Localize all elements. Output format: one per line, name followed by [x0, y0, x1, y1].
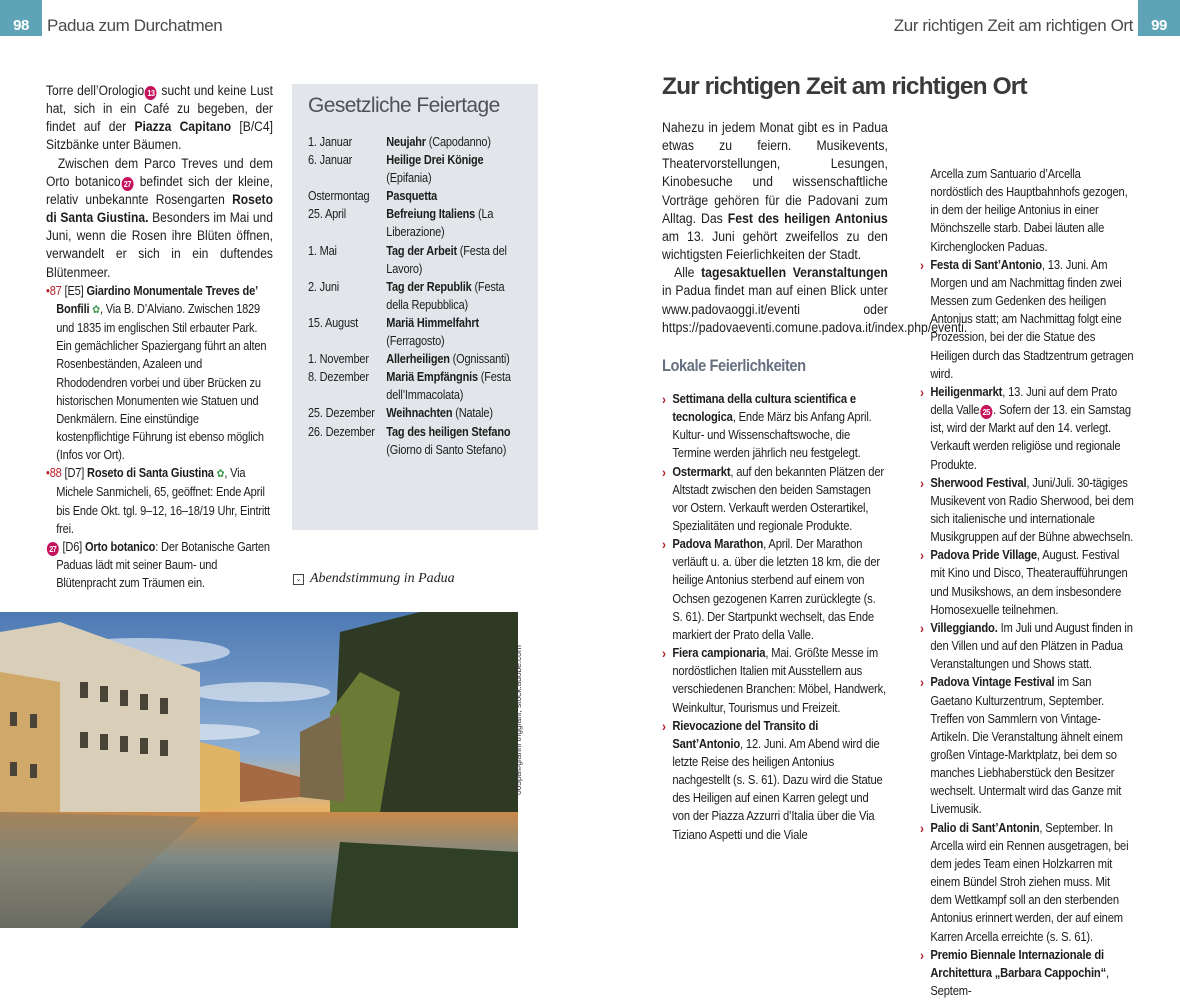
holiday-name: Tag des heiligen Stefano	[386, 424, 511, 439]
holiday-date: 15. August	[308, 315, 359, 330]
paragraph	[46, 155, 273, 282]
text: [D6]	[59, 538, 85, 554]
bold-text: Fiera campionaria	[672, 645, 766, 661]
page-number-left	[0, 0, 42, 36]
bold-text: Orto botanico	[84, 538, 156, 554]
text: , Via B. D’Alviano. Zwischen 1829 und 1835 im englischen Stil erbauter Park. Ein gemächlicher Spaziergang führt an alten Rosenbeständen, Azaleen und Rhododendren vorbei und über Brücken zu historischen Monumenten wie Statuen und Denkmälern. Eine einstündige kostenpflichtige Führung ist ebenso möglich (Infos vor Ort).	[56, 300, 267, 463]
holiday-desc	[386, 368, 522, 404]
holiday-date: Ostermontag	[308, 189, 370, 204]
text: , April. Der Marathon verläuft u. a. über die letzten 18 km, die der heilige Antonius sterbend auf einem von Ochsen gezogenen Karren zurücklegte (s. S. 61). Der Startpunkt wechselt, das Ende markiert der Prato della Valle.	[672, 536, 880, 642]
bold-text: Padova Marathon	[672, 536, 764, 552]
holiday-desc	[386, 205, 522, 241]
poi-entry	[46, 538, 273, 592]
holiday-name: Weihnachten	[386, 406, 453, 421]
left-text-column	[46, 82, 273, 592]
event-item	[920, 546, 1134, 619]
chevron-right-icon: ›	[662, 536, 666, 553]
running-head-right: Zur richtigen Zeit am richtigen Ort	[893, 16, 1133, 35]
chevron-right-icon: ›	[920, 474, 924, 491]
bold-text: Padova Vintage Festival	[930, 674, 1055, 690]
text: , 12. Juni. Am Abend wird die letzte Reise des heiligen Antonius nachgestellt (s. S. 61). Dazu wird die Statue des Heiligen auf einen Karren gelegt und von der Piazza Azzurri d’Italia über die Via Tiziano Aspetti und die Viale	[672, 735, 883, 842]
page-number: 98	[13, 17, 29, 34]
page-number-right	[1138, 0, 1180, 36]
text: sucht und keine Lust hat, sich in ein Café zu begeben, der findet auf der	[46, 83, 273, 136]
holiday-name: Mariä Empfängnis	[386, 370, 478, 385]
event-item	[662, 717, 888, 844]
poi-entry	[46, 282, 273, 465]
holiday-italian-name: (Festa dell’Immacolata)	[386, 370, 511, 403]
event-item	[920, 474, 1134, 547]
right-column-2	[920, 165, 1134, 1000]
holiday-row	[308, 350, 522, 368]
photo-credit: 065pa©gianni triggiani, stock.adobe.com	[513, 645, 523, 795]
holiday-row	[308, 404, 522, 422]
event-item	[920, 819, 1134, 946]
holiday-desc	[386, 404, 493, 422]
bold-text: Ostermarkt	[672, 463, 731, 479]
bold-text: Heiligenmarkt	[930, 383, 1003, 399]
holiday-italian-name: (La Liberazione)	[386, 207, 494, 240]
bold-text: Rievocazione del Transito di Sant’Antonio	[672, 717, 819, 751]
holiday-desc	[386, 350, 509, 368]
text: , 13. Juni auf dem Prato della Valle	[930, 383, 1118, 418]
event-item	[920, 256, 1134, 383]
bold-text: Padova Pride Village	[930, 547, 1037, 563]
holidays-title: Gesetzliche Feiertage	[308, 94, 500, 117]
holiday-name: Heilige Drei Könige	[386, 153, 484, 168]
text: , auf den bekannten Plätzen der Altstadt zwischen den beiden Samstagen vor Ostern. Verkauft werden Osterartikel, Spezialitäten und regionale Produkte.	[672, 463, 884, 533]
holiday-name: Allerheiligen	[386, 352, 450, 367]
holiday-name: Neujahr	[386, 135, 426, 149]
bold-text: Roseto di Santa Giustina	[87, 465, 214, 481]
bold-text: Festa di Sant’Antonio	[930, 256, 1042, 272]
holiday-row	[308, 187, 522, 205]
chevron-right-icon: ›	[662, 645, 666, 662]
holiday-desc	[386, 314, 522, 350]
chevron-right-icon: ›	[662, 463, 666, 480]
holiday-desc	[386, 187, 437, 205]
caption-text: Abendstimmung in Padua	[310, 571, 455, 586]
text: , Juni/Juli. 30-tägiges Musikevent von Radio Sherwood, bei dem sich italienische und internationale Musikgruppen auf der Bühne abwechseln.	[930, 474, 1134, 545]
chevron-right-icon: ›	[920, 547, 924, 564]
event-item	[662, 535, 888, 644]
holiday-italian-name: (Festa del Lavoro)	[386, 243, 507, 276]
bold-text: Premio Biennale Internazionale di Architettura „Barbara Cappochin“	[930, 946, 1107, 980]
text: , 13. Juni. Am Morgen und am Nachmittag finden zwei Messen zum Gedenken des heiligen Antonius statt; am Nachmittag folgt eine Prozession, bei der die Statue des Heiligen durch das Stadtzentrum getragen wird.	[930, 256, 1134, 381]
text: , Mai. Größte Messe im nordöstlichen Italien mit Ausstellern aus verschiedenen Branchen: Möbel, Handwerk, Weinkultur, Tourismus und Freizeit.	[672, 645, 886, 715]
bold-text: Giardino Monumentale Treves de’ Bonfili	[56, 282, 258, 316]
paragraph	[662, 119, 888, 264]
text: Besonders im Mai und Juni, wenn die Rosen ihre Blüten öffnen, verwandelt er sich in ein duftendes Blütenmeer.	[46, 210, 273, 281]
text: , September. In Arcella wird ein Rennen ausgetragen, bei dem jedes Team einen Holzkarren mit einem Bündel Stroh ziehen muss. Mit dem Wettkampf soll an den sterbenden Antonius erinnert werden, der auf einem Karren Arcella erreichte (s. S. 61).	[930, 819, 1129, 944]
event-item	[920, 946, 1134, 1000]
text: im San Gaetano Kulturzentrum, September. Treffen von Sammlern von Vintage-Artikeln. Die Veranstaltung ähnelt einem großen Vintage-Marktplatz, bei dem so manches Liebhaberstück den Besitzer wechselt. Untermalt wird das Ganze mit Livemusik.	[930, 674, 1123, 817]
text: Im Juli und August finden in den Villen und auf den Plätzen in Padua Veranstaltungen und Shows statt.	[930, 619, 1133, 672]
bold-text: Piazza Capitano	[134, 119, 232, 136]
holiday-row	[308, 278, 522, 314]
paragraph	[46, 82, 273, 155]
bold-text: tagesaktuellen Veranstaltungen	[701, 265, 888, 282]
holiday-date: 6. Januar	[308, 153, 353, 168]
chevron-right-icon: ›	[662, 717, 666, 734]
text: , Septem-	[930, 964, 1109, 999]
holiday-row	[308, 368, 522, 404]
text: Arcella zum Santuario d’Arcella nordöstlich des Hauptbahnhofs gezogen, in dem der heilige Antonius in einer Mönchszelle starb. Dabei läuten alle Kirchenglocken Paduas.	[930, 166, 1128, 254]
holiday-italian-name: (Ognissanti)	[449, 352, 510, 367]
text: , Via Michele Sanmicheli, 65, geöffnet: Ende April bis Ende Okt. tgl. 9–12, 16–18/19 Uhr, Eintritt frei.	[56, 465, 270, 536]
list-continuation	[920, 165, 1134, 256]
events-list	[920, 256, 1134, 1000]
text: . Sofern der 13. ein Samstag ist, wird der Markt auf den 14. verlegt. Verkauft werden religiöse und regionale Produkte.	[930, 402, 1131, 472]
text: [E5]	[61, 282, 87, 298]
holiday-italian-name: (Festa della Repubblica)	[386, 279, 505, 312]
holiday-row	[308, 423, 522, 459]
text: Nahezu in jedem Monat gibt es in Padua etwas zu feiern. Musikevents, Theatervorstellungen, Lesungen, Kinobesuche und wissenschaftliche Vorträge gehören für die Padovani zum Alltag. Das	[662, 120, 888, 227]
holiday-name: Mariä Himmelfahrt	[386, 315, 479, 330]
events-list	[662, 390, 888, 844]
holiday-date: 25. Dezember	[308, 406, 375, 421]
holiday-date: 1. Januar	[308, 135, 353, 149]
text: Torre dell’Orologio	[46, 83, 145, 99]
holiday-desc	[386, 278, 522, 314]
poi-number: •88	[46, 465, 62, 481]
holiday-desc	[386, 133, 491, 151]
holiday-row	[308, 242, 522, 278]
holiday-row	[308, 133, 522, 151]
bold-text: Sherwood Festival	[930, 474, 1027, 490]
holiday-italian-name: (Epifania)	[386, 171, 432, 186]
text: am 13. Juni gehört zweifellos zu den wichtigsten Feierlichkeiten der Stadt.	[662, 228, 888, 264]
event-item	[920, 619, 1134, 673]
eco-tip-icon: ✿	[216, 468, 225, 481]
chevron-right-icon: ›	[920, 619, 924, 636]
text: Zwischen dem Parco Treves und dem Orto botanico	[46, 155, 273, 190]
poi-number: •87	[46, 282, 62, 298]
paragraph	[662, 264, 968, 337]
chevron-right-icon: ›	[920, 819, 924, 836]
chevron-right-icon: ›	[662, 390, 666, 407]
bold-text: Fest des heiligen Antonius	[727, 210, 888, 227]
text: , August. Festival mit Kino und Disco, Theateraufführungen und Musikshows, an dem insbesondere Homosexuelle teilnehmen.	[930, 547, 1128, 617]
bold-text: Roseto di Santa Giustina.	[46, 191, 273, 227]
section-subtitle: Lokale Feierlichkeiten	[662, 355, 806, 375]
holiday-italian-name: (Ferragosto)	[386, 334, 445, 349]
holiday-date: 25. April	[308, 207, 347, 222]
holiday-italian-name: (Capodanno)	[425, 135, 491, 149]
event-item	[920, 383, 1134, 474]
chevron-right-icon: ›	[920, 256, 924, 273]
text: in Padua findet man auf einen Blick unter www.padovaoggi.it/eventi oder https://padovaeventi.comune.padova.it/index.php/eventi.	[662, 283, 968, 336]
bold-text: Settimana della cultura scientifica e tecnologica	[672, 390, 856, 425]
photo-padua-canal	[0, 612, 518, 928]
holiday-name: Tag der Republik	[386, 279, 472, 294]
holiday-desc	[386, 242, 522, 278]
text: Alle	[674, 265, 702, 282]
holiday-date: 26. Dezember	[308, 424, 375, 439]
holiday-row	[308, 151, 522, 187]
page-number: 99	[1151, 17, 1167, 34]
holiday-italian-name: (Natale)	[452, 406, 493, 421]
holiday-row	[308, 205, 522, 241]
event-item	[662, 644, 888, 717]
text: : Der Botanische Garten Paduas lädt mit seiner Baum- und Blütenpracht zum Träumen ein.	[56, 538, 270, 591]
chevron-right-icon: ›	[920, 383, 924, 400]
text: , Ende März bis Anfang April. Kultur- und Wissenschaftswoche, die Termine werden jährlich neu festgelegt.	[672, 409, 872, 461]
holiday-desc	[386, 151, 522, 187]
text: [D7]	[61, 465, 88, 481]
running-head-left: Padua zum Durchatmen	[47, 16, 223, 35]
holiday-date: 8. Dezember	[308, 370, 369, 385]
page-title: Zur richtigen Zeit am richtigen Ort	[662, 73, 1027, 100]
poi-entry	[46, 464, 273, 538]
text: [B/C4] Sitzbänke unter Bäumen.	[46, 119, 273, 154]
holidays-box	[292, 84, 538, 530]
photo-caption	[293, 571, 455, 587]
holiday-date: 1. November	[308, 352, 369, 367]
chevron-right-icon: ›	[920, 674, 924, 691]
holiday-desc	[386, 423, 522, 459]
bold-text: Palio di Sant’Antonin	[930, 819, 1040, 835]
eco-tip-icon: ✿	[92, 303, 100, 316]
event-item	[920, 673, 1134, 818]
map-pin-icon: 25	[980, 405, 992, 419]
holiday-name: Pasquetta	[386, 189, 438, 204]
text: befindet sich der kleine, relativ unbekannte Rosengarten	[46, 173, 273, 208]
event-item	[662, 463, 888, 536]
chevron-right-icon: ›	[920, 946, 924, 963]
map-pin-icon: 27	[47, 542, 59, 556]
holiday-name: Befreiung Italiens	[386, 207, 476, 222]
holiday-italian-name: (Giorno di Santo Stefano)	[386, 442, 507, 457]
event-item	[662, 390, 888, 463]
caption-arrow-icon: ⌄	[293, 574, 304, 585]
holiday-date: 2. Juni	[308, 279, 340, 294]
map-pin-icon: 27	[121, 177, 133, 191]
map-pin-icon: 13	[145, 86, 157, 100]
holidays-list	[308, 133, 522, 459]
holiday-date: 1. Mai	[308, 243, 337, 258]
holiday-name: Tag der Arbeit	[386, 243, 457, 258]
bold-text: Villeggiando.	[930, 619, 998, 635]
holiday-row	[308, 314, 522, 350]
